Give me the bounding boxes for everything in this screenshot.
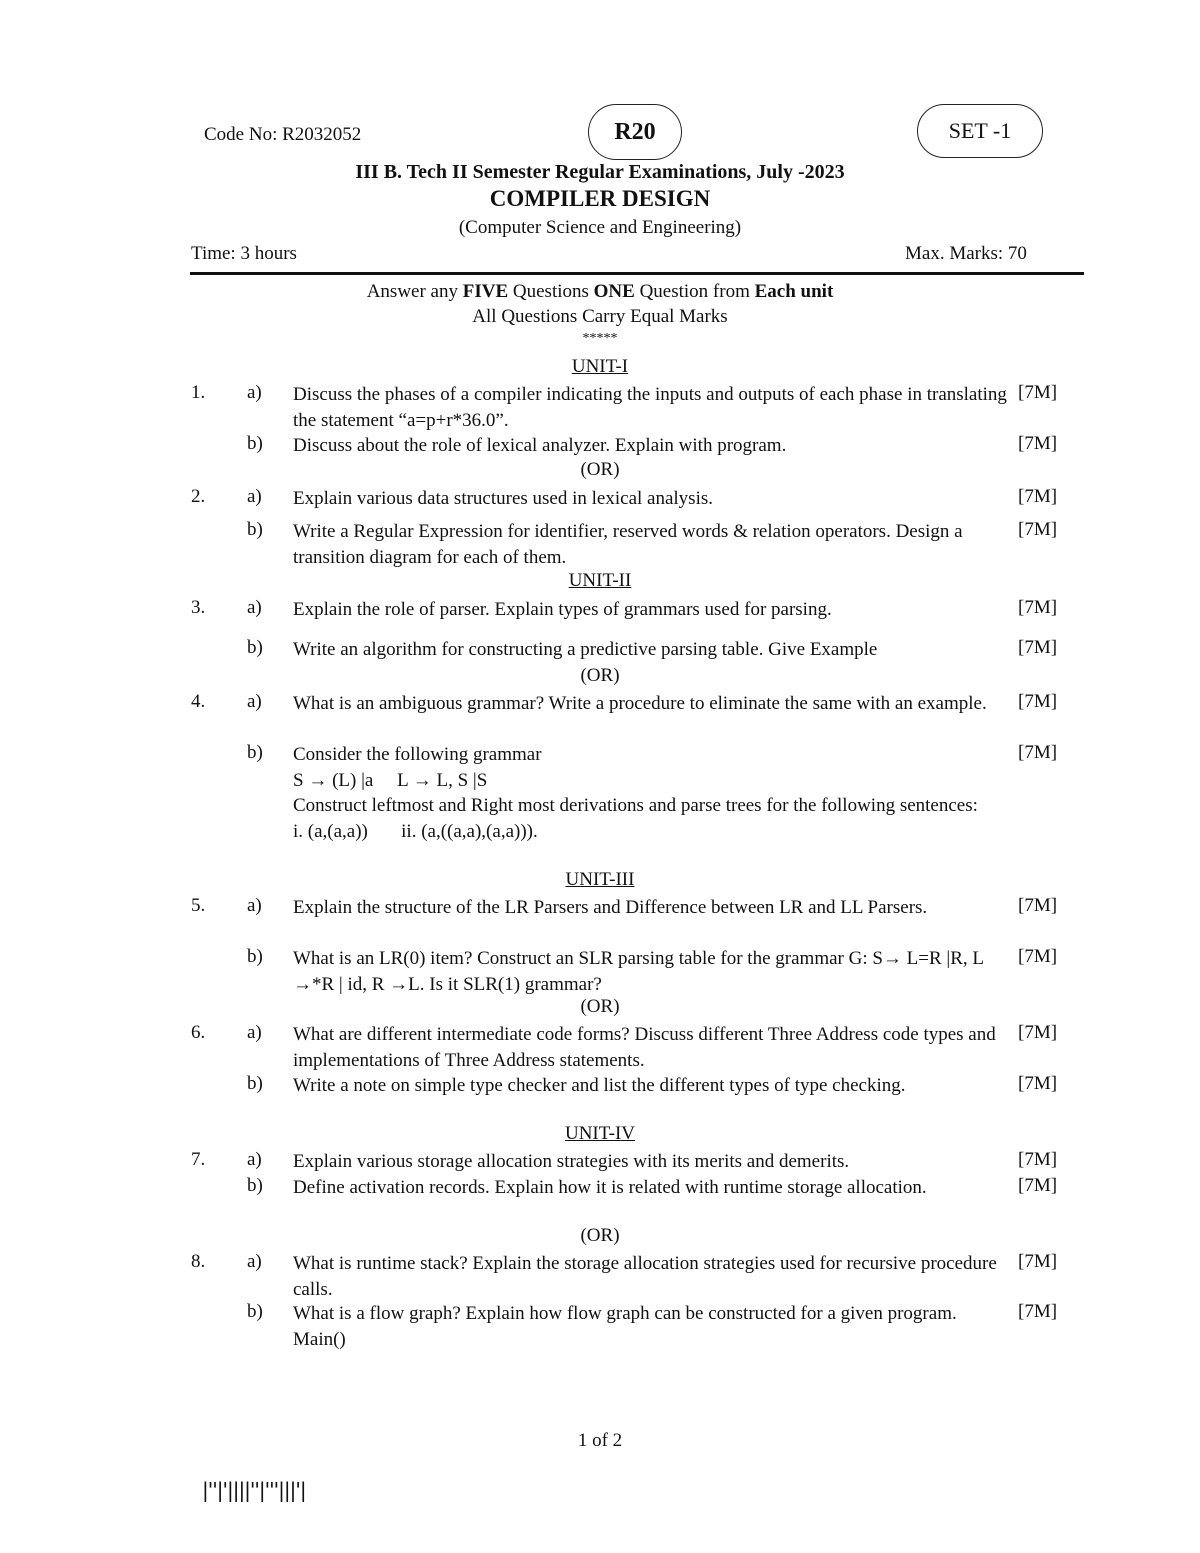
question-text: Discuss the phases of a compiler indicating the inputs and outputs of each phase in translating the statement “a=p+r*36.0”. xyxy=(293,384,1007,431)
question-text: Explain the role of parser. Explain types of grammars used for parsing. xyxy=(293,599,832,620)
sub-label: b) xyxy=(247,742,263,763)
separator-stars: ***** xyxy=(582,331,618,346)
marks-label: [7M] xyxy=(1018,895,1058,916)
question-number: 4. xyxy=(191,691,206,712)
or-separator: (OR) xyxy=(580,665,620,686)
question-text: Write an algorithm for constructing a predictive parsing table. Give Example xyxy=(293,639,878,660)
instruction-line-2: All Questions Carry Equal Marks xyxy=(472,306,728,327)
code-number: Code No: R2032052 xyxy=(204,124,362,145)
marks-label: [7M] xyxy=(1018,597,1058,618)
question-text: What is an ambiguous grammar? Write a procedure to eliminate the same with an example. xyxy=(293,693,987,714)
marks-label: [7M] xyxy=(1018,742,1058,763)
question-text xyxy=(293,1301,1008,1352)
subject-title: COMPILER DESIGN xyxy=(489,186,711,211)
barcode: |''|'||||''|'''|||'| xyxy=(202,1478,306,1502)
sub-label: a) xyxy=(247,691,262,712)
question-text-line: Consider the following grammar xyxy=(293,744,542,765)
marks-label: [7M] xyxy=(1018,691,1058,712)
sentences: i. (a,(a,a)) ii. (a,((a,a),(a,a))). xyxy=(293,820,538,842)
marks-label: [7M] xyxy=(1018,1301,1058,1322)
marks-label: [7M] xyxy=(1018,486,1058,507)
marks-label: [7M] xyxy=(1018,433,1058,454)
sub-label: a) xyxy=(247,382,262,403)
question-text: Write a note on simple type checker and list the different types of type checking. xyxy=(293,1075,906,1096)
question-text: What is an LR(0) item? Construct an SLR parsing table for the grammar G: S→ L=R |R, L →*R | id, R →L. Is it SLR(1) grammar? xyxy=(293,948,984,995)
question-text xyxy=(293,742,1008,844)
header-divider xyxy=(190,272,1084,275)
marks-label: [7M] xyxy=(1018,946,1058,967)
sub-label: b) xyxy=(247,433,263,454)
sub-label: a) xyxy=(247,1251,262,1272)
or-separator: (OR) xyxy=(580,1225,620,1246)
sub-label: b) xyxy=(247,946,263,967)
question-number: 2. xyxy=(191,486,206,507)
exam-title: III B. Tech II Semester Regular Examinations, July -2023 xyxy=(355,161,845,183)
sub-label: b) xyxy=(247,637,263,658)
marks-label: [7M] xyxy=(1018,382,1058,403)
sub-label: b) xyxy=(247,519,263,540)
sub-label: b) xyxy=(247,1175,263,1196)
question-text: Explain the structure of the LR Parsers and Difference between LR and LL Parsers. xyxy=(293,897,928,918)
regulation-text: R20 xyxy=(614,118,656,145)
sub-label: b) xyxy=(247,1301,263,1322)
sub-label: b) xyxy=(247,1073,263,1094)
or-separator: (OR) xyxy=(580,459,620,480)
marks-label: [7M] xyxy=(1018,1073,1058,1094)
set-text: SET -1 xyxy=(948,118,1012,143)
unit-heading-3: UNIT-III xyxy=(565,869,635,890)
instruction-line-1: Answer any FIVE Questions ONE Question from Each unit xyxy=(366,281,834,302)
marks-label: [7M] xyxy=(1018,1149,1058,1170)
sub-label: a) xyxy=(247,1149,262,1170)
question-number: 8. xyxy=(191,1251,206,1272)
question-text: Explain various data structures used in lexical analysis. xyxy=(293,488,713,509)
question-text: Define activation records. Explain how it is related with runtime storage allocation. xyxy=(293,1177,927,1198)
max-marks: Max. Marks: 70 xyxy=(905,243,1027,264)
sub-label: a) xyxy=(247,486,262,507)
question-text: Write a Regular Expression for identifier, reserved words & relation operators. Design a transition diagram for each of them. xyxy=(293,521,963,568)
unit-heading-1: UNIT-I xyxy=(571,356,629,377)
or-separator: (OR) xyxy=(580,996,620,1017)
question-text: What are different intermediate code forms? Discuss different Three Address code types and implementations of Three Address statements. xyxy=(293,1024,996,1071)
sub-label: a) xyxy=(247,1022,262,1043)
code-line: Main() xyxy=(293,1328,346,1350)
question-number: 7. xyxy=(191,1149,206,1170)
exam-time: Time: 3 hours xyxy=(191,243,297,264)
question-text: Explain various storage allocation strategies with its merits and demerits. xyxy=(293,1151,850,1172)
marks-label: [7M] xyxy=(1018,1175,1058,1196)
question-number: 6. xyxy=(191,1022,206,1043)
question-number: 5. xyxy=(191,895,206,916)
question-text-line: Construct leftmost and Right most derivations and parse trees for the following sentences: xyxy=(293,795,978,816)
regulation-badge xyxy=(588,104,682,160)
question-number: 3. xyxy=(191,597,206,618)
question-number: 1. xyxy=(191,382,206,403)
marks-label: [7M] xyxy=(1018,637,1058,658)
page-number: 1 of 2 xyxy=(577,1430,623,1451)
question-text: What is runtime stack? Explain the storage allocation strategies used for recursive procedure calls. xyxy=(293,1253,997,1300)
sub-label: a) xyxy=(247,597,262,618)
branch-name: (Computer Science and Engineering) xyxy=(458,217,742,238)
question-text: Discuss about the role of lexical analyzer. Explain with program. xyxy=(293,435,787,456)
unit-heading-2: UNIT-II xyxy=(568,570,632,591)
marks-label: [7M] xyxy=(1018,1251,1058,1272)
marks-label: [7M] xyxy=(1018,1022,1058,1043)
sub-label: a) xyxy=(247,895,262,916)
question-text-line: What is a flow graph? Explain how flow graph can be constructed for a given program. xyxy=(293,1303,957,1324)
set-badge xyxy=(917,104,1043,158)
marks-label: [7M] xyxy=(1018,519,1058,540)
unit-heading-4: UNIT-IV xyxy=(564,1123,635,1144)
grammar-rule: S → (L) |a L → L, S |S xyxy=(293,769,488,791)
